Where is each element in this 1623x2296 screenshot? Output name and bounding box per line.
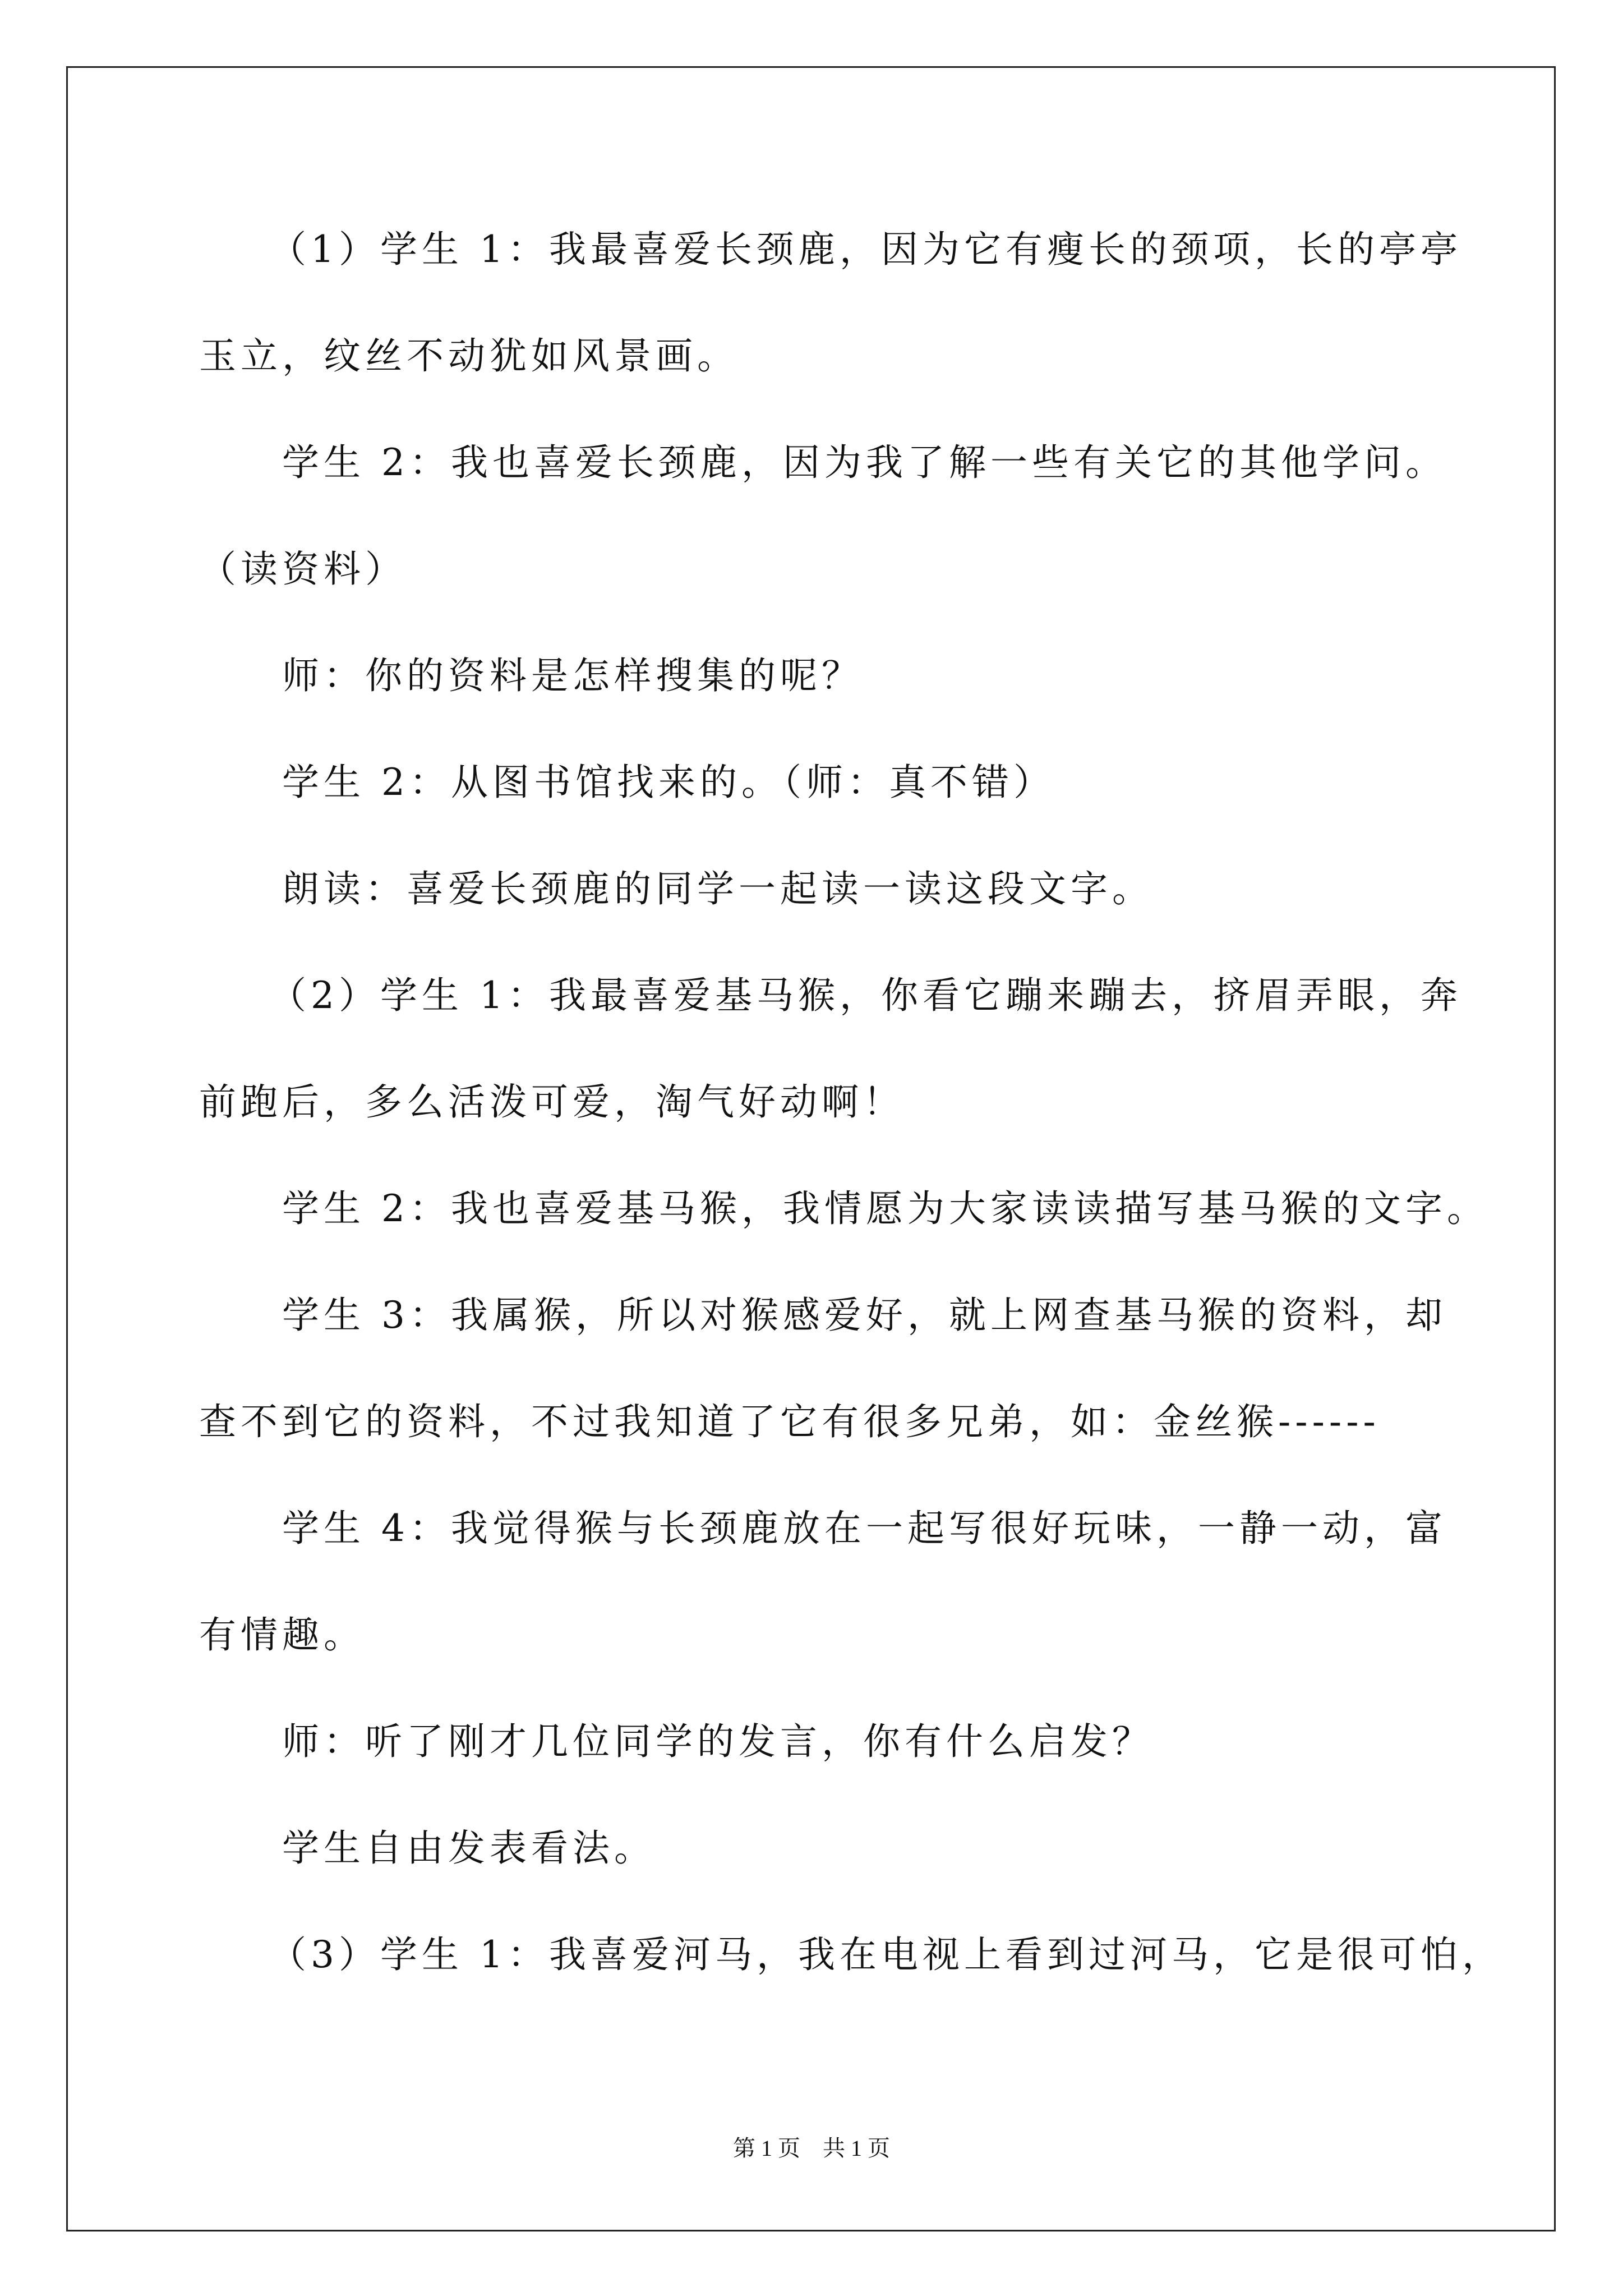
text-line: 学生 3：我属猴，所以对猴感爱好，就上网查基马猴的资料，却 (282, 1294, 1447, 1337)
text-line: 朗读：喜爱长颈鹿的同学一起读一读这段文字。 (282, 867, 1154, 910)
text-line: 师：你的资料是怎样搜集的呢？ (282, 654, 863, 697)
text-line: 学生 2：从图书馆找来的。（师：真不错） (282, 761, 1055, 804)
text-line: （2）学生 1：我最喜爱基马猴，你看它蹦来蹦去，挤眉弄眼，奔 (269, 974, 1462, 1017)
text-line: 查不到它的资料，不过我知道了它有很多兄弟，如：金丝猴------ (199, 1400, 1380, 1443)
text-line: 有情趣。 (199, 1613, 365, 1657)
text-line: 学生 2：我也喜爱长颈鹿，因为我了解一些有关它的其他学问。 (282, 441, 1447, 484)
text-line: 前跑后，多么活泼可爱，淘气好动啊！ (199, 1080, 905, 1124)
text-line: 学生 4：我觉得猴与长颈鹿放在一起写很好玩味，一静一动，富 (282, 1507, 1447, 1550)
page-number: 第 1 页 共 1 页 (733, 2136, 890, 2161)
text-line: （3）学生 1：我喜爱河马，我在电视上看到过河马，它是很可怕， (269, 1933, 1504, 1976)
text-line: 学生自由发表看法。 (282, 1826, 656, 1870)
text-line: （读资料） (199, 547, 407, 591)
page-border (66, 66, 1556, 2231)
text-line: 玉立，纹丝不动犹如风景画。 (199, 334, 739, 378)
text-line: 学生 2：我也喜爱基马猴，我情愿为大家读读描写基马猴的文字。 (282, 1187, 1488, 1230)
text-line: （1）学生 1：我最喜爱长颈鹿，因为它有瘦长的颈项，长的亭亭 (269, 228, 1462, 271)
text-line: 师：听了刚才几位同学的发言，你有什么启发？ (282, 1720, 1154, 1763)
